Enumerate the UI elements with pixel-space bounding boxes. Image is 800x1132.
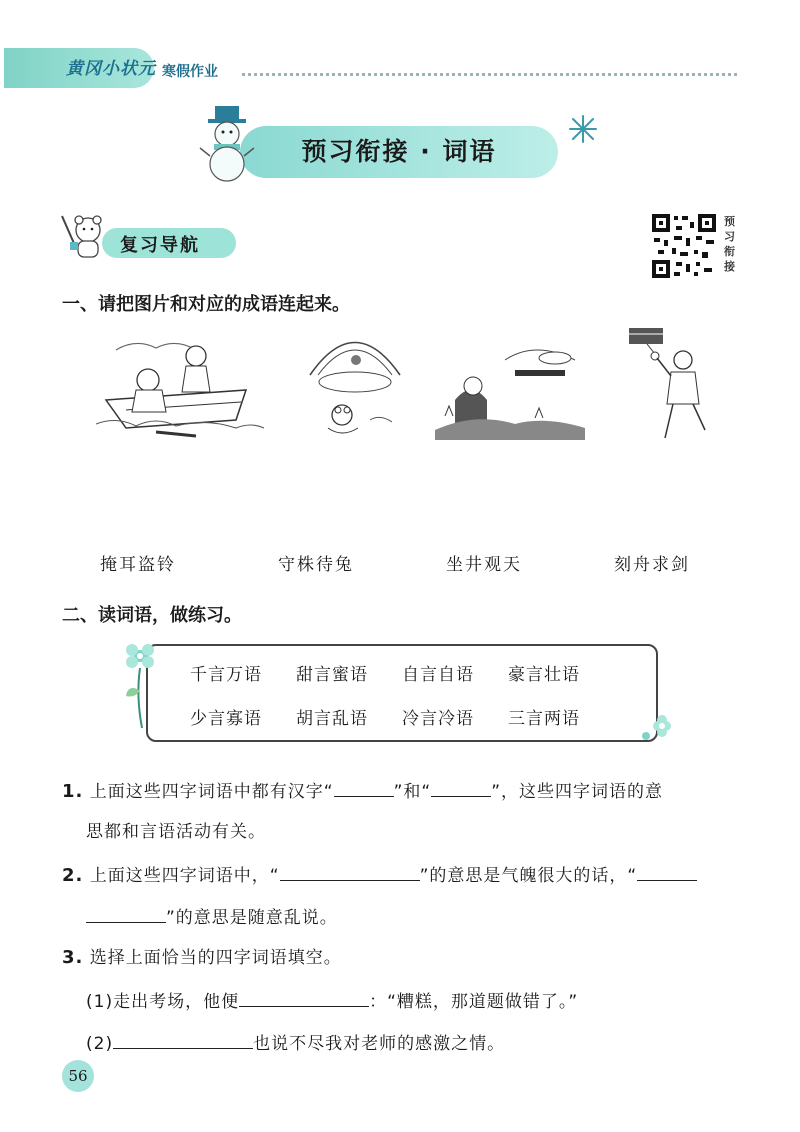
page-number: 56 [68,1067,88,1085]
item-text: 上面这些四字词语中，“ [89,866,280,886]
item-text: (2) [86,1034,114,1054]
answer-blank[interactable] [334,778,394,797]
idiom-option-1: 掩耳盗铃 [100,555,176,575]
word-item: 自言自语 [402,665,474,685]
question-2-heading: 二、读词语，做练习。 [62,605,242,626]
answer-blank[interactable] [86,904,166,923]
word-item: 甜言蜜语 [296,665,368,685]
header-divider [242,73,737,76]
word-item: 少言寡语 [190,709,262,729]
item-text: ”和“ [393,782,432,802]
page-title: 预习衔接 · 词语 [301,137,497,166]
word-item: 胡言乱语 [296,709,368,729]
rabbit-stump-illustration [435,320,585,440]
item-number: 3. [62,947,84,968]
answer-blank[interactable] [239,988,369,1007]
frog-well-illustration [300,320,410,440]
item-3-line-1 [62,946,342,970]
item-2-line-2 [86,904,338,930]
answer-blank[interactable] [431,778,491,797]
header-subtitle: 寒假作业 [162,64,218,80]
snowflake-icon [568,114,598,144]
item-2-line-1 [62,862,697,888]
flower-decoration-icon [122,640,158,730]
item-1-line-1 [62,778,663,804]
item-text: 也说不尽我对老师的感激之情。 [253,1034,506,1054]
question-1-heading: 一、请把图片和对应的成语连起来。 [62,294,350,315]
item-text: 上面这些四字词语中都有汉字“ [89,782,334,802]
item-number: 1. [62,781,84,802]
qr-code-icon[interactable] [650,212,718,280]
boat-sword-illustration [96,320,266,440]
answer-blank[interactable] [280,862,420,881]
item-text: (1)走出考场，他便 [86,992,240,1012]
item-1-line-2: 思都和言语活动有关。 [86,822,266,842]
idiom-option-3: 坐井观天 [446,555,522,575]
item-text: ：“糟糕，那道题做错了。” [369,992,579,1012]
bell-thief-illustration [625,326,715,446]
section-label: 复习导航 [120,235,200,256]
item-text: ”，这些四字词语的意 [491,782,664,802]
idiom-option-4: 刻舟求剑 [614,555,690,575]
idiom-option-2: 守株待兔 [278,555,354,575]
flower-decoration-icon [636,714,676,744]
item-text: 选择上面恰当的四字词语填空。 [89,948,342,968]
item-3-sub-1 [86,988,578,1014]
qr-label: 预习衔接 [724,215,735,273]
item-number: 2. [62,865,84,886]
item-text: ”的意思是随意乱说。 [166,908,338,928]
item-text: ”的意思是气魄很大的话，“ [419,866,638,886]
word-item: 三言两语 [508,709,580,729]
word-item: 冷言冷语 [402,709,474,729]
brand-logo: 黄冈小状元 [66,59,156,79]
bear-mascot-icon [58,212,110,260]
item-3-sub-2 [86,1030,505,1056]
word-item: 千言万语 [190,665,262,685]
answer-blank[interactable] [637,862,697,881]
answer-blank[interactable] [113,1030,253,1049]
word-item: 豪言壮语 [508,665,580,685]
